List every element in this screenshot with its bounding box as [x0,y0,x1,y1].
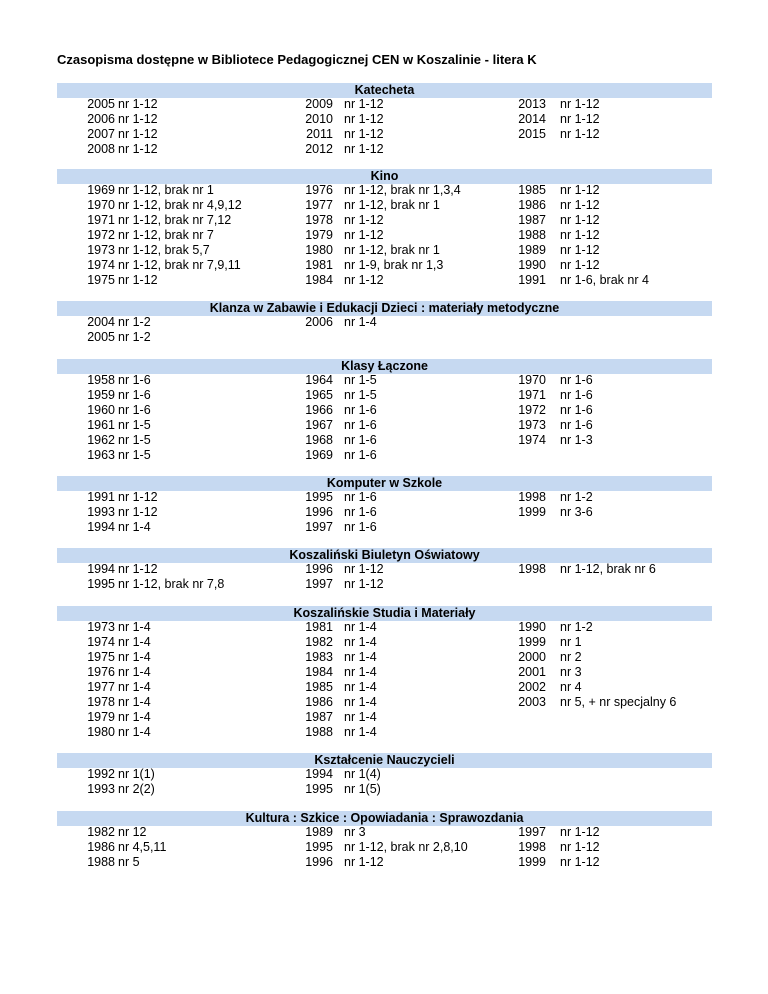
periodical-section [57,548,712,592]
periodical-title: Kultura : Szkice : Opowiadania : Sprawozdania [57,811,712,826]
holdings-row [57,520,712,535]
year-cell: 1997 [305,577,333,591]
periodical-section [57,301,712,345]
holdings-row [57,228,712,243]
year-cell: 1997 [518,825,546,839]
issues-cell: nr 1-12 [560,855,600,869]
year-cell: 1975 [87,650,115,664]
issues-cell: nr 1-4 [344,315,377,329]
issues-cell: nr 1-12 [560,183,600,197]
year-cell: 1998 [518,562,546,576]
holdings-row [57,418,712,433]
year-cell: 2002 [518,680,546,694]
year-cell: 2000 [518,650,546,664]
year-cell: 1997 [305,520,333,534]
holdings-row [57,258,712,273]
holdings-row [57,650,712,665]
year-cell: 2011 [306,127,333,141]
year-cell: 1999 [518,505,546,519]
issues-cell: nr 1-12 [344,127,384,141]
issues-cell: nr 1-6 [344,448,377,462]
holdings-row [57,695,712,710]
year-cell: 1994 [305,767,333,781]
year-cell: 1970 [87,198,115,212]
year-cell: 1996 [305,562,333,576]
issues-cell: nr 1-2 [118,315,151,329]
periodical-section [57,753,712,797]
year-cell: 1987 [305,710,333,724]
periodical-title: Kształcenie Nauczycieli [57,753,712,768]
year-cell: 2005 [87,330,115,344]
year-cell: 1970 [518,373,546,387]
issues-cell: nr 1-12, brak 5,7 [118,243,210,257]
year-cell: 1985 [305,680,333,694]
year-cell: 1991 [518,273,546,287]
issues-cell: nr 1-4 [344,650,377,664]
issues-cell: nr 1-12 [560,112,600,126]
holdings-row [57,665,712,680]
issues-cell: nr 1-6 [118,373,151,387]
year-cell: 2013 [518,97,546,111]
holdings-row [57,273,712,288]
issues-cell: nr 1-12, brak nr 4,9,12 [118,198,242,212]
issues-cell: nr 1(5) [344,782,381,796]
year-cell: 1980 [305,243,333,257]
year-cell: 1988 [87,855,115,869]
holdings-row [57,620,712,635]
issues-cell: nr 1-12 [344,562,384,576]
year-cell: 1962 [87,433,115,447]
issues-cell: nr 1-6 [118,403,151,417]
year-cell: 1990 [518,258,546,272]
issues-cell: nr 1-12 [344,577,384,591]
issues-cell: nr 1-4 [344,635,377,649]
issues-cell: nr 1-6 [344,520,377,534]
periodical-section [57,359,712,463]
issues-cell: nr 1-6 [560,418,593,432]
issues-cell: nr 1-3 [560,433,593,447]
holdings-row [57,315,712,330]
year-cell: 1966 [305,403,333,417]
holdings-row [57,577,712,592]
issues-cell: nr 1-12 [118,112,158,126]
issues-cell: nr 1-12 [560,825,600,839]
year-cell: 2003 [518,695,546,709]
issues-cell: nr 1-12 [344,228,384,242]
holdings-row [57,142,712,157]
holdings-row [57,373,712,388]
holdings-row [57,840,712,855]
issues-cell: nr 1-4 [118,665,151,679]
periodical-section [57,83,712,157]
year-cell: 1979 [305,228,333,242]
year-cell: 1999 [518,635,546,649]
issues-cell: nr 1-12, brak nr 1 [344,198,440,212]
year-cell: 1972 [518,403,546,417]
issues-cell: nr 1-12 [560,228,600,242]
year-cell: 1989 [305,825,333,839]
issues-cell: nr 1-6 [560,373,593,387]
periodical-section [57,811,712,870]
year-cell: 1969 [305,448,333,462]
issues-cell: nr 3 [344,825,366,839]
periodical-section [57,169,712,288]
year-cell: 1971 [518,388,546,402]
holdings-row [57,183,712,198]
issues-cell: nr 1-12, brak nr 6 [560,562,656,576]
periodical-title: Koszalińskie Studia i Materiały [57,606,712,621]
holdings-row [57,505,712,520]
holdings-row [57,782,712,797]
holdings-row [57,198,712,213]
year-cell: 1974 [87,258,115,272]
issues-cell: nr 1-6 [344,433,377,447]
issues-cell: nr 1-12 [118,562,158,576]
year-cell: 1998 [518,840,546,854]
issues-cell: nr 1-4 [118,710,151,724]
holdings-row [57,562,712,577]
periodical-title: Klasy Łączone [57,359,712,374]
year-cell: 1979 [87,710,115,724]
periodical-section [57,476,712,535]
issues-cell: nr 1-4 [344,725,377,739]
year-cell: 1988 [305,725,333,739]
year-cell: 1987 [518,213,546,227]
issues-cell: nr 1(1) [118,767,155,781]
issues-cell: nr 1-12 [118,505,158,519]
holdings-row [57,112,712,127]
periodical-title: Katecheta [57,83,712,98]
year-cell: 1975 [87,273,115,287]
issues-cell: nr 1-12 [118,142,158,156]
issues-cell: nr 1-12, brak nr 7,8 [118,577,225,591]
issues-cell: nr 1-12, brak nr 1 [118,183,214,197]
year-cell: 1977 [87,680,115,694]
year-cell: 1985 [518,183,546,197]
issues-cell: nr 1-6 [118,388,151,402]
issues-cell: nr 1-12, brak nr 7 [118,228,214,242]
issues-cell: nr 1-12 [560,127,600,141]
year-cell: 1973 [518,418,546,432]
year-cell: 1998 [518,490,546,504]
issues-cell: nr 1-12 [560,840,600,854]
year-cell: 1995 [87,577,115,591]
issues-cell: nr 4,5,11 [118,840,167,854]
issues-cell: nr 1-12 [118,127,158,141]
issues-cell: nr 1-12 [344,112,384,126]
year-cell: 2007 [87,127,115,141]
year-cell: 1977 [305,198,333,212]
year-cell: 1995 [305,840,333,854]
holdings-row [57,97,712,112]
issues-cell: nr 3-6 [560,505,593,519]
year-cell: 1992 [87,767,115,781]
holdings-row [57,680,712,695]
issues-cell: nr 1-12, brak nr 7,12 [118,213,232,227]
holdings-row [57,855,712,870]
issues-cell: nr 1-4 [118,520,151,534]
year-cell: 2006 [305,315,333,329]
issues-cell: nr 1-6 [344,403,377,417]
year-cell: 1959 [87,388,115,402]
issues-cell: nr 1-12 [560,198,600,212]
year-cell: 1995 [305,490,333,504]
issues-cell: nr 1 [560,635,582,649]
holdings-row [57,243,712,258]
issues-cell: nr 1-12 [344,273,384,287]
periodical-title: Koszaliński Biuletyn Oświatowy [57,548,712,563]
issues-cell: nr 1-4 [344,665,377,679]
issues-cell: nr 1-12 [344,855,384,869]
issues-cell: nr 1-6 [344,505,377,519]
issues-cell: nr 3 [560,665,582,679]
year-cell: 1994 [87,520,115,534]
issues-cell: nr 1(4) [344,767,381,781]
issues-cell: nr 1-4 [118,725,151,739]
year-cell: 1972 [87,228,115,242]
issues-cell: nr 1-4 [118,635,151,649]
year-cell: 1968 [305,433,333,447]
issues-cell: nr 1-12, brak nr 2,8,10 [344,840,468,854]
periodical-title: Klanza w Zabawie i Edukacji Dzieci : materiały metodyczne [57,301,712,316]
issues-cell: nr 2 [560,650,582,664]
issues-cell: nr 1-4 [118,680,151,694]
year-cell: 1969 [87,183,115,197]
year-cell: 2004 [87,315,115,329]
year-cell: 1986 [518,198,546,212]
issues-cell: nr 1-4 [118,695,151,709]
holdings-row [57,127,712,142]
issues-cell: nr 1-6, brak nr 4 [560,273,649,287]
year-cell: 1982 [305,635,333,649]
periodical-section [57,606,712,740]
year-cell: 1995 [305,782,333,796]
periodical-title: Komputer w Szkole [57,476,712,491]
year-cell: 1973 [87,243,115,257]
holdings-row [57,448,712,463]
holdings-row [57,710,712,725]
holdings-row [57,767,712,782]
holdings-row [57,825,712,840]
issues-cell: nr 12 [118,825,147,839]
issues-cell: nr 1-12 [560,243,600,257]
year-cell: 1984 [305,665,333,679]
issues-cell: nr 1-4 [118,620,151,634]
holdings-row [57,433,712,448]
issues-cell: nr 1-5 [344,373,377,387]
issues-cell: nr 4 [560,680,582,694]
issues-cell: nr 1-2 [560,620,593,634]
year-cell: 1976 [87,665,115,679]
issues-cell: nr 1-5 [118,418,151,432]
issues-cell: nr 1-4 [344,710,377,724]
issues-cell: nr 1-12 [344,142,384,156]
year-cell: 1986 [305,695,333,709]
issues-cell: nr 1-12 [560,97,600,111]
year-cell: 2015 [518,127,546,141]
issues-cell: nr 1-12 [118,273,158,287]
issues-cell: nr 1-2 [118,330,151,344]
year-cell: 2012 [305,142,333,156]
year-cell: 1989 [518,243,546,257]
issues-cell: nr 2(2) [118,782,155,796]
year-cell: 1988 [518,228,546,242]
issues-cell: nr 1-6 [344,490,377,504]
year-cell: 1993 [87,505,115,519]
year-cell: 2008 [87,142,115,156]
issues-cell: nr 1-12 [118,490,158,504]
year-cell: 2006 [87,112,115,126]
year-cell: 1973 [87,620,115,634]
holdings-row [57,213,712,228]
issues-cell: nr 1-6 [560,388,593,402]
year-cell: 1981 [305,620,333,634]
year-cell: 2010 [305,112,333,126]
issues-cell: nr 1-12 [344,213,384,227]
holdings-row [57,725,712,740]
year-cell: 1964 [305,373,333,387]
issues-cell: nr 1-12 [560,213,600,227]
year-cell: 1994 [87,562,115,576]
holdings-row [57,330,712,345]
document-title: Czasopisma dostępne w Bibliotece Pedagogicznej CEN w Koszalinie - litera K [57,52,537,67]
issues-cell: nr 1-12 [118,97,158,111]
issues-cell: nr 1-9, brak nr 1,3 [344,258,444,272]
year-cell: 1963 [87,448,115,462]
year-cell: 2001 [518,665,546,679]
year-cell: 1976 [305,183,333,197]
year-cell: 1967 [305,418,333,432]
issues-cell: nr 1-12, brak nr 1 [344,243,440,257]
holdings-row [57,388,712,403]
year-cell: 2014 [518,112,546,126]
holdings-row [57,490,712,505]
year-cell: 1961 [87,418,115,432]
year-cell: 1980 [87,725,115,739]
issues-cell: nr 1-4 [344,695,377,709]
year-cell: 1991 [87,490,115,504]
year-cell: 1986 [87,840,115,854]
year-cell: 1996 [305,505,333,519]
issues-cell: nr 1-12 [560,258,600,272]
issues-cell: nr 1-12 [344,97,384,111]
year-cell: 2005 [87,97,115,111]
issues-cell: nr 1-6 [344,418,377,432]
issues-cell: nr 1-5 [118,433,151,447]
issues-cell: nr 1-12, brak nr 1,3,4 [344,183,461,197]
year-cell: 1982 [87,825,115,839]
year-cell: 1978 [305,213,333,227]
year-cell: 1965 [305,388,333,402]
issues-cell: nr 1-12, brak nr 7,9,11 [118,258,241,272]
year-cell: 1996 [305,855,333,869]
year-cell: 1983 [305,650,333,664]
year-cell: 1974 [518,433,546,447]
year-cell: 1974 [87,635,115,649]
issues-cell: nr 1-4 [118,650,151,664]
year-cell: 1960 [87,403,115,417]
issues-cell: nr 5, + nr specjalny 6 [560,695,677,709]
holdings-row [57,635,712,650]
issues-cell: nr 1-4 [344,680,377,694]
issues-cell: nr 1-4 [344,620,377,634]
year-cell: 1971 [87,213,115,227]
year-cell: 2009 [305,97,333,111]
issues-cell: nr 1-5 [344,388,377,402]
holdings-row [57,403,712,418]
issues-cell: nr 1-6 [560,403,593,417]
issues-cell: nr 1-5 [118,448,151,462]
year-cell: 1984 [305,273,333,287]
issues-cell: nr 1-2 [560,490,593,504]
year-cell: 1999 [518,855,546,869]
year-cell: 1978 [87,695,115,709]
periodical-title: Kino [57,169,712,184]
issues-cell: nr 5 [118,855,140,869]
year-cell: 1981 [305,258,333,272]
year-cell: 1958 [87,373,115,387]
year-cell: 1993 [87,782,115,796]
year-cell: 1990 [518,620,546,634]
